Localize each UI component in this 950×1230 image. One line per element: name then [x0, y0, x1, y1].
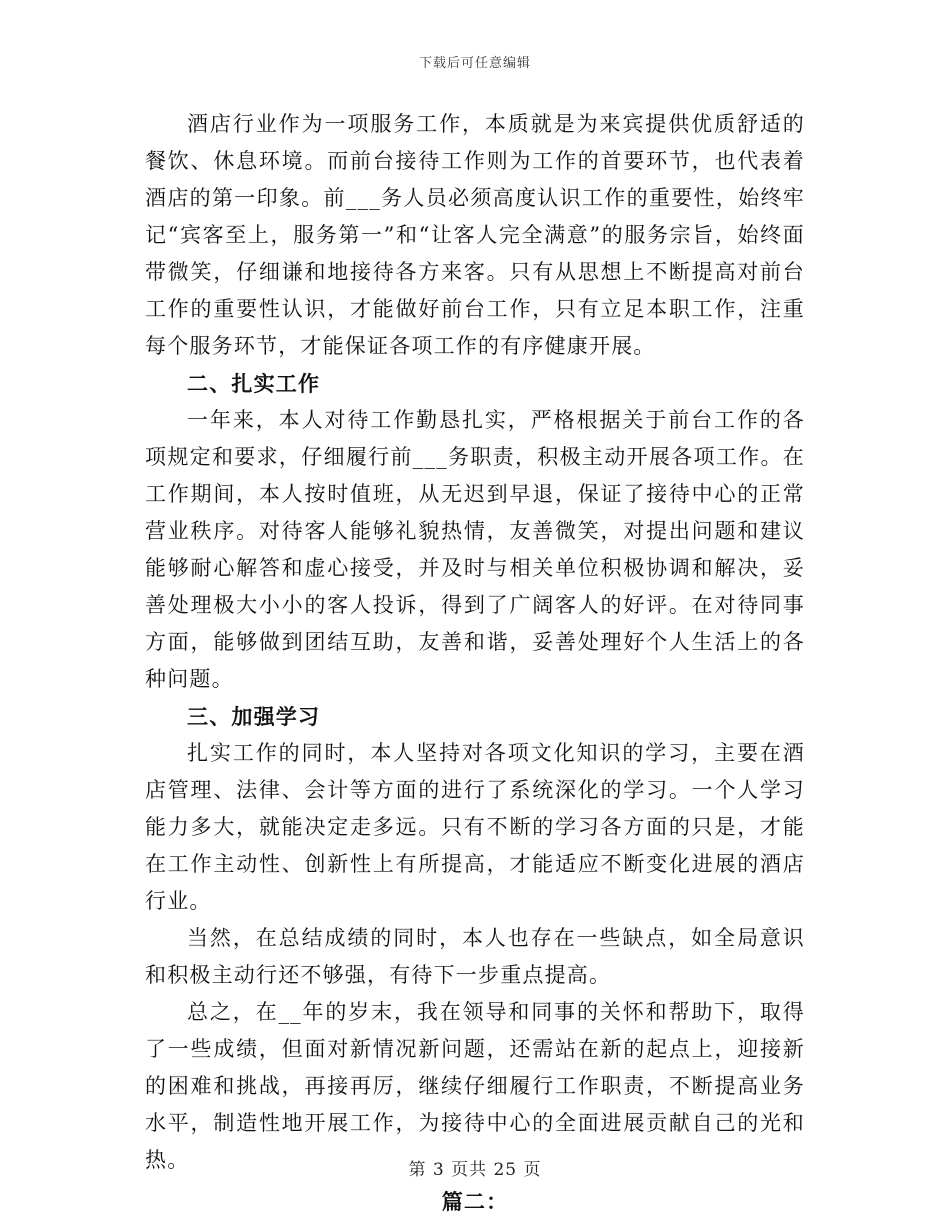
- page-header: 下载后可任意编辑: [418, 56, 531, 71]
- paragraph-learning: 扎实工作的同时，本人坚持对各项文化知识的学习，主要在酒店管理、法律、会计等方面的进行了系统深化的学习。一个人学习能力多大，就能决定走多远。只有不断的学习各方面的只是，才能在工作主动性、创新性上有所提高，才能适应不断变化进展的酒店行业。: [145, 741, 805, 913]
- page-footer: 第 3 页共 25 页: [408, 1160, 542, 1180]
- paragraph-conclusion: 总之，在__年的岁末，我在领导和同事的关怀和帮助下，取得了一些成绩，但面对新情况新问题，还需站在新的起点上，迎接新的困难和挑战，再接再厉，继续仔细履行工作职责，不断提高业务水平，制造性地开展工作，为接待中心的全面进展贡献自己的光和热。: [145, 1000, 805, 1172]
- paragraph-shortcomings: 当然，在总结成绩的同时，本人也存在一些缺点，如全局意识和积极主动行还不够强，有待下一步重点提高。: [145, 926, 805, 987]
- section-title-part-two: 篇二：: [441, 1189, 509, 1214]
- document-body: [145, 106, 805, 1220]
- paragraph-intro: 酒店行业作为一项服务工作，本质就是为来宾提供优质舒适的餐饮、休息环境。而前台接待工作则为工作的首要环节，也代表着酒店的第一印象。前___务人员必须高度认识工作的重要性，始终牢记“宾客至上，服务第一”和“让客人完全满意”的服务宗旨，始终面带微笑，仔细谦和地接待各方来客。只有从思想上不断提高对前台工作的重要性认识，才能做好前台工作，只有立足本职工作，注重每个服务环节，才能保证各项工作的有序健康开展。: [145, 112, 805, 358]
- paragraph-solid-work: 一年来，本人对待工作勤恳扎实，严格根据关于前台工作的各项规定和要求，仔细履行前___务职责，积极主动开展各项工作。在工作期间，本人按时值班，从无迟到早退，保证了接待中心的正常营业秩序。对待客人能够礼貌热情，友善微笑，对提出问题和建议能够耐心解答和虚心接受，并及时与相关单位积极协调和解决，妥善处理极大小小的客人投诉，得到了广阔客人的好评。在对待同事方面，能够做到团结互助，友善和谐，妥善处理好个人生活上的各种问题。: [145, 408, 805, 691]
- heading-solid-work: 二、扎实工作: [187, 371, 321, 396]
- heading-strengthen-learning: 三、加强学习: [187, 704, 321, 729]
